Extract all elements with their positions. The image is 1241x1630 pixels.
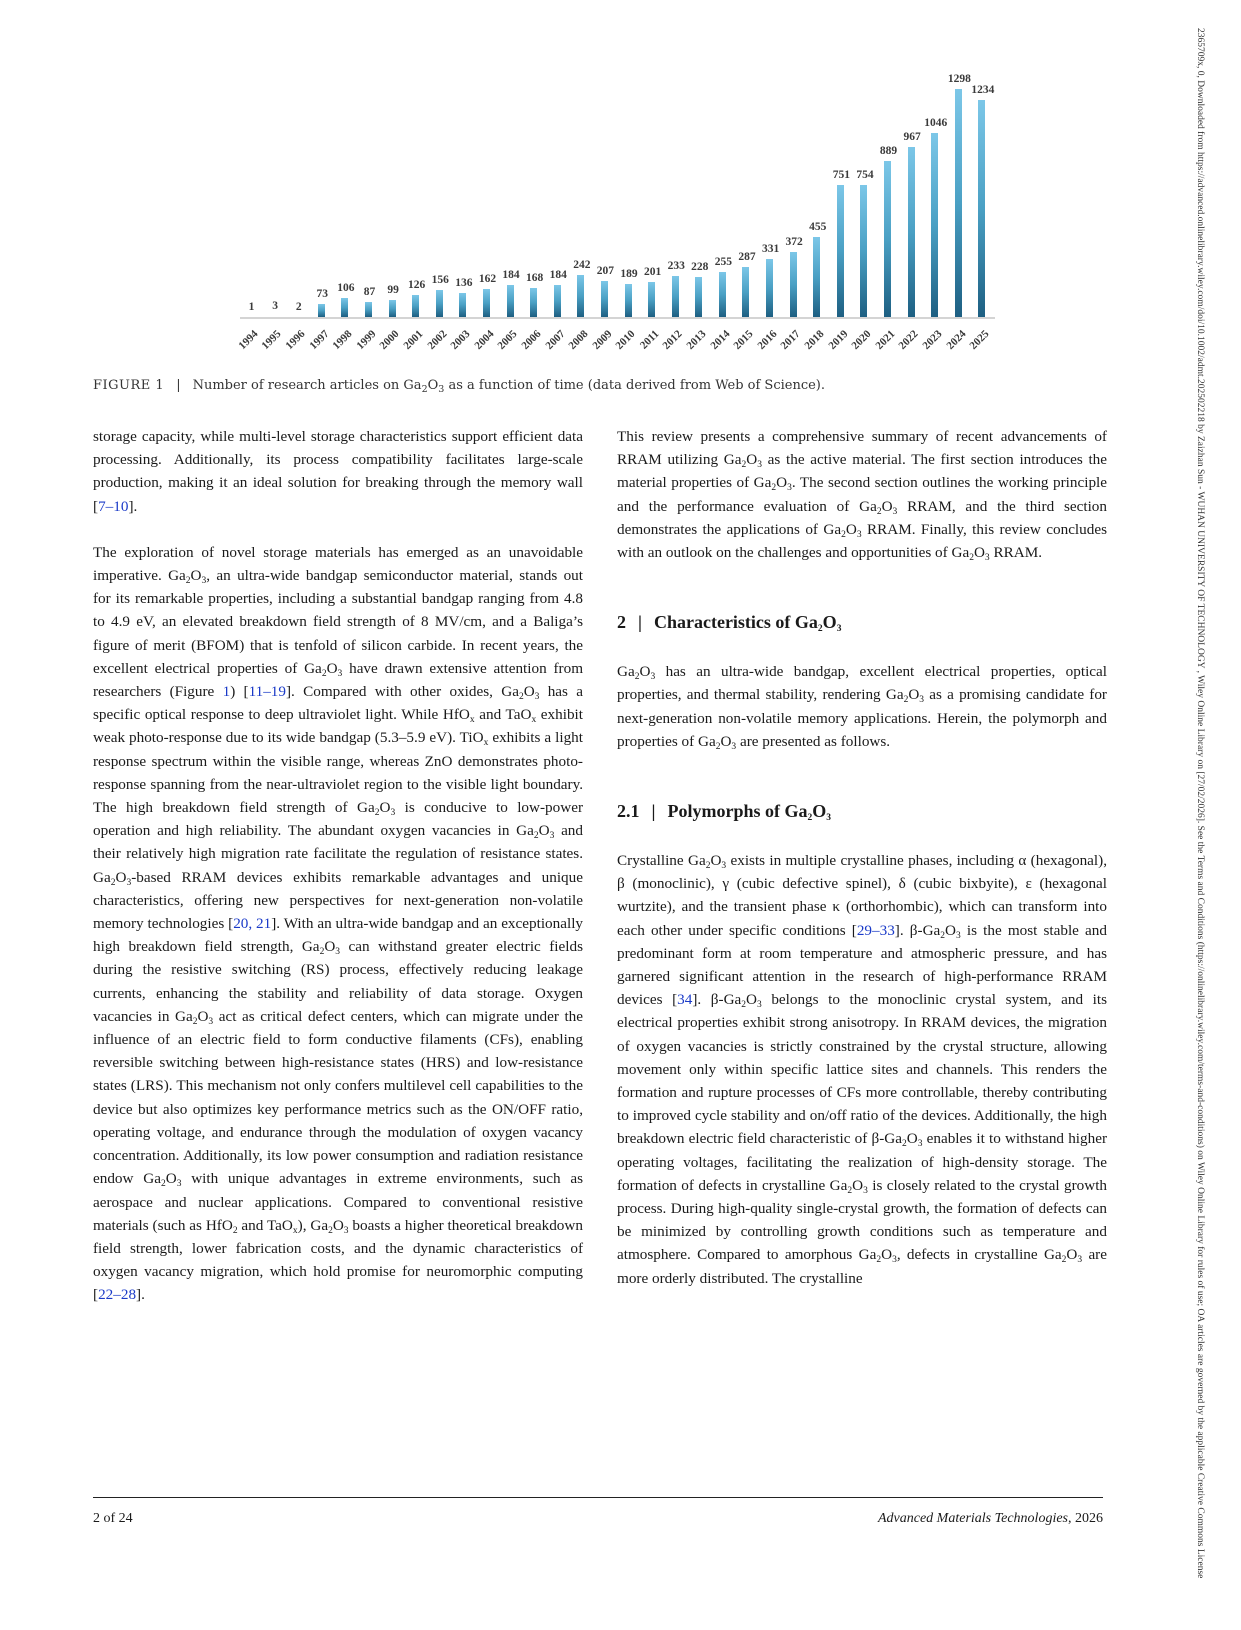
x-tick-label: 2014 [708,328,733,353]
left-column [93,425,583,1330]
x-tick-label: 2020 [849,328,874,353]
bar-value-label: 1298 [947,73,971,86]
x-tick-label: 2002 [424,328,450,353]
bar-value-label: 1 [248,300,255,313]
bar-value-label: 162 [478,272,497,285]
chart-bar-2007 [547,60,570,317]
bar [837,185,844,317]
citation-link[interactable]: 29–33 [856,921,895,939]
bar [412,295,419,317]
chart-bar-2021 [877,60,900,317]
bar-value-label: 156 [431,273,449,286]
bar [601,281,608,317]
bar [742,267,749,317]
chart-bar-2016 [759,60,782,317]
x-tick-label: 2004 [472,328,497,353]
bar [955,89,962,317]
chart-bar-2015 [735,60,758,317]
chart-bar-2012 [665,60,688,317]
bar [790,252,797,317]
bar-value-label: 967 [903,131,921,144]
bar-value-label: 87 [363,285,376,298]
bar [908,147,915,317]
bar-value-label: 228 [691,260,709,273]
bar-value-label: 73 [316,288,329,301]
citation-link[interactable]: 11–19 [248,683,286,701]
citation-link[interactable]: 20, 21 [233,915,272,933]
citation-link[interactable]: 22–28 [98,1286,137,1304]
citation-link[interactable]: 34 [677,991,693,1009]
bar [365,302,372,317]
chart-bar-1999 [358,60,381,317]
x-tick-label: 2000 [377,328,402,353]
bar-value-label: 189 [620,267,638,280]
chart-bar-2011 [641,60,664,317]
bar [341,298,348,317]
chart-x-axis-line [240,317,995,319]
bar-value-label: 287 [738,250,756,263]
x-tick-label: 2019 [826,328,851,353]
chart-bar-2017 [783,60,806,317]
paragraph: The exploration of novel storage materials has emerged as an unavoidable imperative. $Ga_2O_3$, an ultra-wide bandgap semiconductor material, stands out for its remarkable properties, including a substantial bandgap ranging from 4.8 to 4.9 eV, an elevated breakdown field strength of 8 MV/cm, and a Baliga’s figure of merit (BFOM) that is tenfold of silicon carbide. In recent years, the excellent electrical properties of $Ga_2O_3$ have drawn extensive attention from researchers (Figure 1) [11–19]. Compared with other oxides, $Ga_2O_3$ has a specific optical response to deep ultraviolet light. While HfO$_x$ and TaO$_x$ exhibit weak photo-response due to its wide bandgap (5.3–5.9 eV). TiO$_x$ exhibits a light response spectrum within the visible range, whereas ZnO demonstrates photo-response spanning from the near-ultraviolet region to the visible light boundary. The high breakdown field strength of $Ga_2O_3$ is conducive to low-power operation and high reliability. The abundant oxygen vacancies in $Ga_2O_3$ and their relatively high migration rate facilitate the regulation of resistance states. $Ga_2O_3$-based RRAM devices exhibits remarkable advantages and unique characteristics, offering new perspectives for next-generation non-volatile memory technologies [20, 21]. With an ultra-wide bandgap and an exceptionally high breakdown field strength, $Ga_2O_3$ can withstand greater electric fields during the resistive switching (RS) process, effectively reducing leakage currents, enhancing the stability and reliability of data storage. Oxygen vacancies in $Ga_2O_3$ act as critical defect centers, which can migrate under the influence of an electric field to form conductive filaments (CFs), enabling reversible switching between high-resistance states (HRS) and low-resistance states (LRS). This mechanism not only confers multilevel cell capabilities to the device but also optimizes key performance metrics such as the ON/OFF ratio, operating voltage, and endurance through the modulation of oxygen vacancy concentration. Additionally, its low power consumption and radiation resistance endow $Ga_2O_3$ with unique advantages in extreme environments, such as aerospace and nuclear applications. Compared to conventional resistive materials (such as HfO$_2$ and TaO$_x$), $Ga_2O_3$ boasts a higher theoretical breakdown field strength, lower fabrication costs, and the dynamic characteristics of oxygen vacancy migration, which hold promise for neuromorphic computing [22–28]. [93,543,584,1304]
bar [318,304,325,317]
x-tick-label: 2007 [542,328,568,353]
x-tick-label: 2023 [920,328,945,353]
x-tick-label: 2025 [967,328,992,353]
chart-bar-2010 [618,60,641,317]
bar-value-label: 331 [761,242,780,255]
paragraph: This review presents a comprehensive summary of recent advancements of RRAM utilizing $Ga_2O_3$ as the active material. The first section introduces the material properties of $Ga_2O_3$. The second section outlines the working principle and the performance evaluation of $Ga_2O_3$ RRAM, and the third section demonstrates the applications of $Ga_2O_3$ RRAM. Finally, this review concludes with an outlook on the challenges and opportunities of $Ga_2O_3$ RRAM. [617,428,1107,564]
chart-bar-2013 [688,60,711,317]
figure-1-bar-chart [236,60,995,360]
chart-bar-2023 [924,60,947,317]
x-tick-label: 1999 [354,328,379,353]
x-tick-label: 2001 [401,328,426,353]
chart-bar-1996 [287,60,310,317]
paragraph: storage capacity, while multi-level storage characteristics support efficient data processing. Additionally, its process compatibility facilitates large-scale production, making it an ideal solution for breaking through the memory wall [7–10]. [93,428,583,515]
bar [577,275,584,317]
bar-value-label: 168 [526,271,544,284]
bar [507,285,514,317]
bar [672,276,679,317]
chart-bar-1994 [240,60,263,317]
bar-value-label: 207 [596,264,615,277]
paragraph: $Ga_2O_3$ has an ultra-wide bandgap, excellent electrical properties, optical properties, and thermal stability, rendering $Ga_2O_3$ as a promising candidate for next-generation non-volatile memory applications. Herein, the polymorph and properties of $Ga_2O_3$ are presented as follows. [617,663,1107,752]
chart-bar-2018 [806,60,829,317]
x-tick-label: 1994 [236,328,261,353]
x-tick-label: 2003 [448,328,473,353]
bar-value-label: 106 [337,282,355,295]
figure-caption: FIGURE 1 | Number of research articles on $Ga_2O_3$ as a function of time (data derived from Web of Science). [93,378,826,395]
bar [530,288,537,317]
x-tick-label: 2021 [873,328,898,353]
x-tick-label: 2018 [802,328,827,353]
x-tick-label: 2009 [590,328,615,353]
bar [860,185,867,317]
bar-value-label: 754 [856,168,874,181]
bar-value-label: 233 [667,260,685,273]
bar-value-label: 1046 [924,117,948,130]
bar-value-label: 184 [502,268,520,281]
bar-value-label: 136 [455,277,473,290]
bar-value-label: 3 [272,300,278,313]
chart-bar-2025 [971,60,994,317]
chart-plot-area [240,60,995,317]
x-tick-label: 2017 [778,328,803,353]
bar [648,282,655,317]
x-tick-label: 2006 [519,328,544,353]
bar-value-label: 184 [549,268,567,281]
bar-value-label: 2 [295,300,302,313]
bar-value-label: 889 [879,144,898,157]
x-tick-label: 1995 [259,328,284,353]
section-heading-2-1: 2.1 | Polymorphs of $Ga_2O_3$ [617,801,831,824]
x-tick-label: 2005 [495,328,520,353]
bar-value-label: 372 [785,235,803,248]
citation-link[interactable]: 7–10 [98,497,129,515]
journal-name: Advanced Materials Technologies, 2026 [877,1511,1103,1526]
download-watermark: 2365709x, 0, Downloaded from https://advanced.onlinelibrary.wiley.com/doi/10.1002/admt.202502218 by Zaizhan Sun - WUHAN UNIVERSITY OF TECHNOLOGY , Wiley Online Library on [27/02/2026]. See the Terms and Conditions (https://onlinelibrary.wiley.com/terms-and-conditions) on Wiley Online Library for rules of use; OA articles are governed by the applicable Creative Commons License [1195,28,1205,1579]
chart-bar-1997 [311,60,334,317]
bar [695,277,702,317]
page-number: 2 of 24 [93,1511,133,1526]
bar [719,272,726,317]
chart-bar-2024 [948,60,971,317]
chart-bar-2022 [901,60,924,317]
bar [459,293,466,317]
x-tick-label: 2012 [660,328,685,353]
x-tick-label: 1997 [307,328,332,353]
chart-bar-2008 [570,60,593,317]
bar [931,133,938,317]
section-heading-2: 2 | Characteristics of $Ga_2O_3$ [617,612,842,635]
figure-link[interactable]: 1 [222,683,231,701]
x-tick-label: 2008 [566,328,591,353]
x-tick-label: 1998 [330,328,355,353]
bar [766,259,773,317]
x-tick-label: 2013 [684,328,709,353]
bar-value-label: 242 [573,258,591,271]
bar [813,237,820,317]
bar [978,100,985,317]
x-tick-label: 2011 [637,328,662,352]
bar [554,285,561,317]
x-tick-label: 2015 [731,328,756,353]
bar [884,161,891,317]
figure-label: FIGURE 1 [93,378,165,393]
bar-value-label: 255 [714,256,732,269]
x-tick-label: 2022 [896,328,921,353]
x-tick-label: 2016 [755,328,780,353]
bar-value-label: 126 [408,278,426,291]
x-tick-label: 2024 [944,328,969,353]
caption-separator: | [176,378,181,393]
chart-bar-2014 [712,60,735,317]
bar-value-label: 99 [387,283,399,296]
bar [436,290,443,317]
bar [389,300,396,317]
bar-value-label: 201 [643,265,662,278]
bar-value-label: 1234 [971,84,995,97]
x-tick-label: 2010 [613,328,638,353]
bar [483,289,490,317]
right-column [617,425,1107,1313]
chart-bar-2019 [830,60,853,317]
chart-bar-2020 [853,60,876,317]
chart-x-axis-labels [236,322,995,362]
footer-divider [93,1497,1103,1498]
x-tick-label: 1996 [283,328,308,353]
bar [625,284,632,317]
chart-bar-1995 [264,60,287,317]
bar-value-label: 751 [832,169,850,182]
chart-bar-1998 [334,60,357,317]
paragraph: Crystalline $Ga_2O_3$ exists in multiple crystalline phases, including α (hexagonal), β (monoclinic), γ (cubic defective spinel), δ (cubic bixbyite), ε (hexagonal wurtzite), and the transient phase κ (orthorhombic), which can transform into each other under specific conditions [29–33]. $\beta-Ga_2O_3$ is the most stable and predominant form at room temperature and atmospheric pressure, and has garnered significant attention in the research of high-performance RRAM devices [34]. $\beta-Ga_2O_3$ belongs to the monoclinic crystal system, and its electrical properties exhibit strong anisotropy. In RRAM devices, the migration of oxygen vacancies is strictly constrained by the crystal structure, allowing movement only within specific lattice sites and channels. This renders the formation and rupture processes of CFs more controllable, thereby contributing to improved cycle stability and on/off ratio of the devices. Additionally, the high breakdown electric field characteristic of $\beta-Ga_2O_3$ enables it to withstand higher operating voltages, facilitating the realization of high-density storage. The formation of defects in crystalline $Ga_2O_3$ is closely related to the crystal growth process. During high-quality single-crystal growth, the formation of defects can be minimized by controlling growth conditions such as temperature and atmosphere. Compared to amorphous $Ga_2O_3$, defects in crystalline $Ga_2O_3$ are more orderly distributed. The crystalline [617,852,1108,1287]
bar-value-label: 455 [809,221,827,234]
